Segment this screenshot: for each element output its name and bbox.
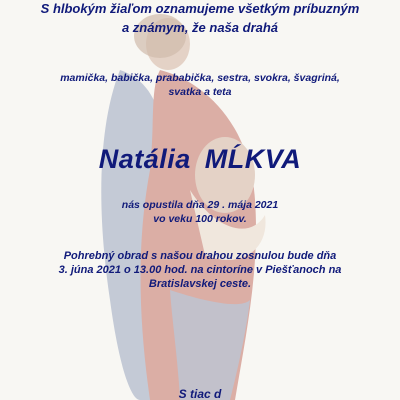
age-line: vo veku 100 rokov. (153, 213, 247, 225)
death-date-line: nás opustila dňa 29 . mája 2021 (121, 199, 279, 211)
closing-line-partial: S tiac d (178, 387, 222, 400)
deceased-first-name: Natália (98, 144, 191, 174)
funeral-line-3: Bratislavskej ceste. (148, 278, 252, 290)
relations-line-2: svatka a teta (168, 86, 232, 98)
relations-line-1: mamička, babička, prababička, sestra, svokra, švagriná, (60, 72, 340, 84)
deceased-name (0, 144, 400, 175)
funeral-line-2: 3. júna 2021 o 13.00 hod. na cintoríne v Piešťanoch na (58, 264, 342, 276)
intro-line-2: a známym, že naša drahá (121, 20, 279, 35)
intro-line-1: S hlbokým žiaľom oznamujeme všetkým príbuzným (40, 1, 360, 16)
deceased-last-name: MĹKVA (204, 144, 302, 174)
funeral-line-1: Pohrebný obrad s našou drahou zosnulou bude dňa (63, 250, 337, 262)
